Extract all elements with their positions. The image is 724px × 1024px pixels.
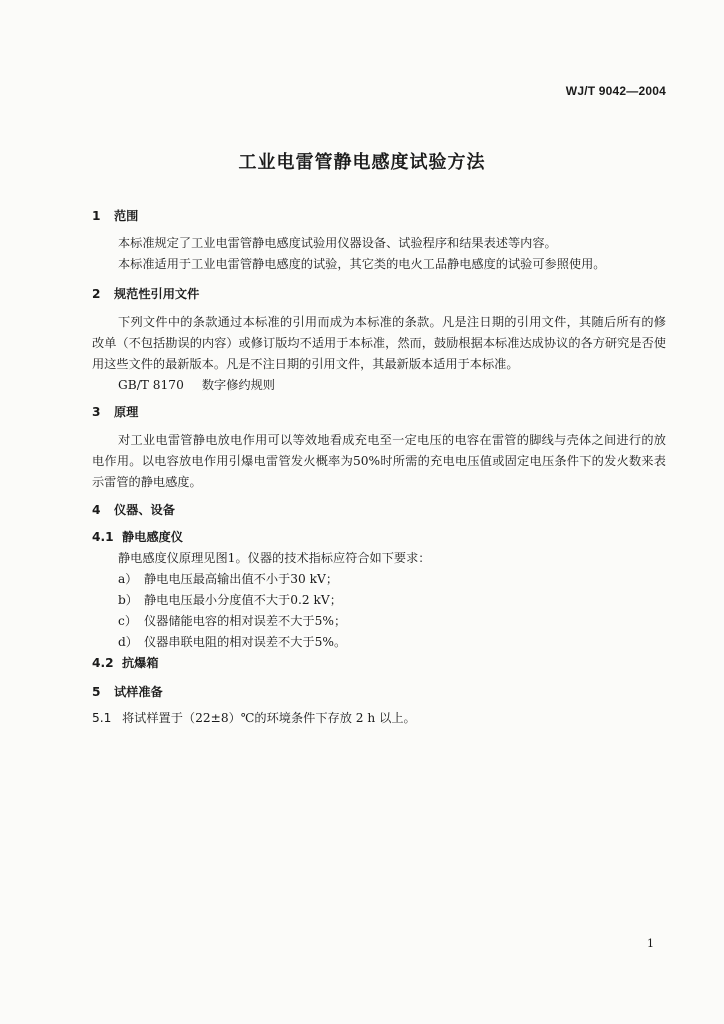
section-4 (92, 500, 666, 521)
list-item (92, 611, 666, 632)
paragraph: 静电感度仪原理见图1。仪器的技术指标应符合如下要求： (118, 551, 431, 565)
section-number: 2 (92, 287, 101, 301)
section-number: 4.2 (92, 656, 114, 670)
list-label: d） (118, 635, 138, 649)
reference-code: GB/T 8170 (118, 378, 184, 392)
section-1 (92, 206, 666, 227)
section-1-body (92, 233, 666, 275)
paragraph: 本标准规定了工业电雷管静电感度试验用仪器设备、试验程序和结果表述等内容。 (118, 236, 557, 250)
list-item (92, 569, 666, 590)
paragraph: 下列文件中的条款通过本标准的引用而成为本标准的条款。凡是注日期的引用文件，其随后所有的修改单（不包括勘误的内容）或修订版均不适用于本标准，然而，鼓励根据本标准达成协议的各方研究是否使用这些文件的最新版本。凡是不注日期的引用文件，其最新版本适用于本标准。 (92, 315, 666, 371)
section-3-heading (92, 402, 666, 423)
list-item (92, 590, 666, 611)
page-number: 1 (647, 937, 654, 950)
paragraph: 对工业电雷管静电放电作用可以等效地看成充电至一定电压的电容在雷管的脚线与壳体之间进行的放电作用。以电容放电作用引爆电雷管发火概率为50%时所需的充电电压值或固定电压条件下的发火数来表示雷管的静电感度。 (92, 433, 666, 489)
section-2-body (92, 312, 666, 396)
section-1-heading (92, 206, 666, 227)
section-number: 5 (92, 685, 101, 699)
document-title: 工业电雷管静电感度试验方法 (238, 152, 486, 173)
section-title: 仪器、设备 (114, 503, 175, 517)
section-4-1-heading (92, 527, 666, 548)
list-text: 仪器储能电容的相对误差不大于5%； (144, 614, 347, 628)
section-number: 3 (92, 405, 101, 419)
section-3 (92, 402, 666, 423)
standard-code: WJ/T 9042—2004 (565, 84, 666, 98)
paragraph: 本标准适用于工业电雷管静电感度的试验，其它类的电火工品静电感度的试验可参照使用。 (118, 257, 606, 271)
section-2 (92, 284, 666, 305)
list-label: b） (118, 593, 138, 607)
list-label: c） (118, 614, 138, 628)
section-5-1 (92, 708, 666, 729)
section-number: 4.1 (92, 530, 114, 544)
section-title: 试样准备 (114, 685, 163, 699)
clause-5-1 (92, 708, 666, 729)
section-number: 5.1 (92, 711, 112, 725)
section-2-heading (92, 284, 666, 305)
section-title: 抗爆箱 (122, 656, 159, 670)
section-4-2-heading (92, 653, 666, 674)
section-5-heading (92, 682, 666, 703)
section-number: 1 (92, 209, 101, 223)
normative-reference (92, 375, 666, 396)
section-4-1 (92, 527, 666, 674)
section-title: 原理 (114, 405, 139, 419)
section-title: 范围 (114, 209, 139, 223)
clause-text: 将试样置于（22±8）℃的环境条件下存放 2 h 以上。 (122, 711, 416, 725)
reference-title: 数字修约规则 (201, 378, 275, 392)
section-title: 静电感度仪 (122, 530, 183, 544)
section-4-heading (92, 500, 666, 521)
section-number: 4 (92, 503, 101, 517)
list-label: a） (118, 572, 138, 586)
list-text: 静电电压最小分度值不大于0.2 kV； (144, 593, 342, 607)
section-5 (92, 682, 666, 703)
list-item (92, 632, 666, 653)
list-text: 静电电压最高输出值不小于30 kV； (144, 572, 339, 586)
list-text: 仪器串联电阻的相对误差不大于5%。 (144, 635, 347, 649)
section-3-body (92, 430, 666, 493)
section-title: 规范性引用文件 (114, 287, 200, 301)
